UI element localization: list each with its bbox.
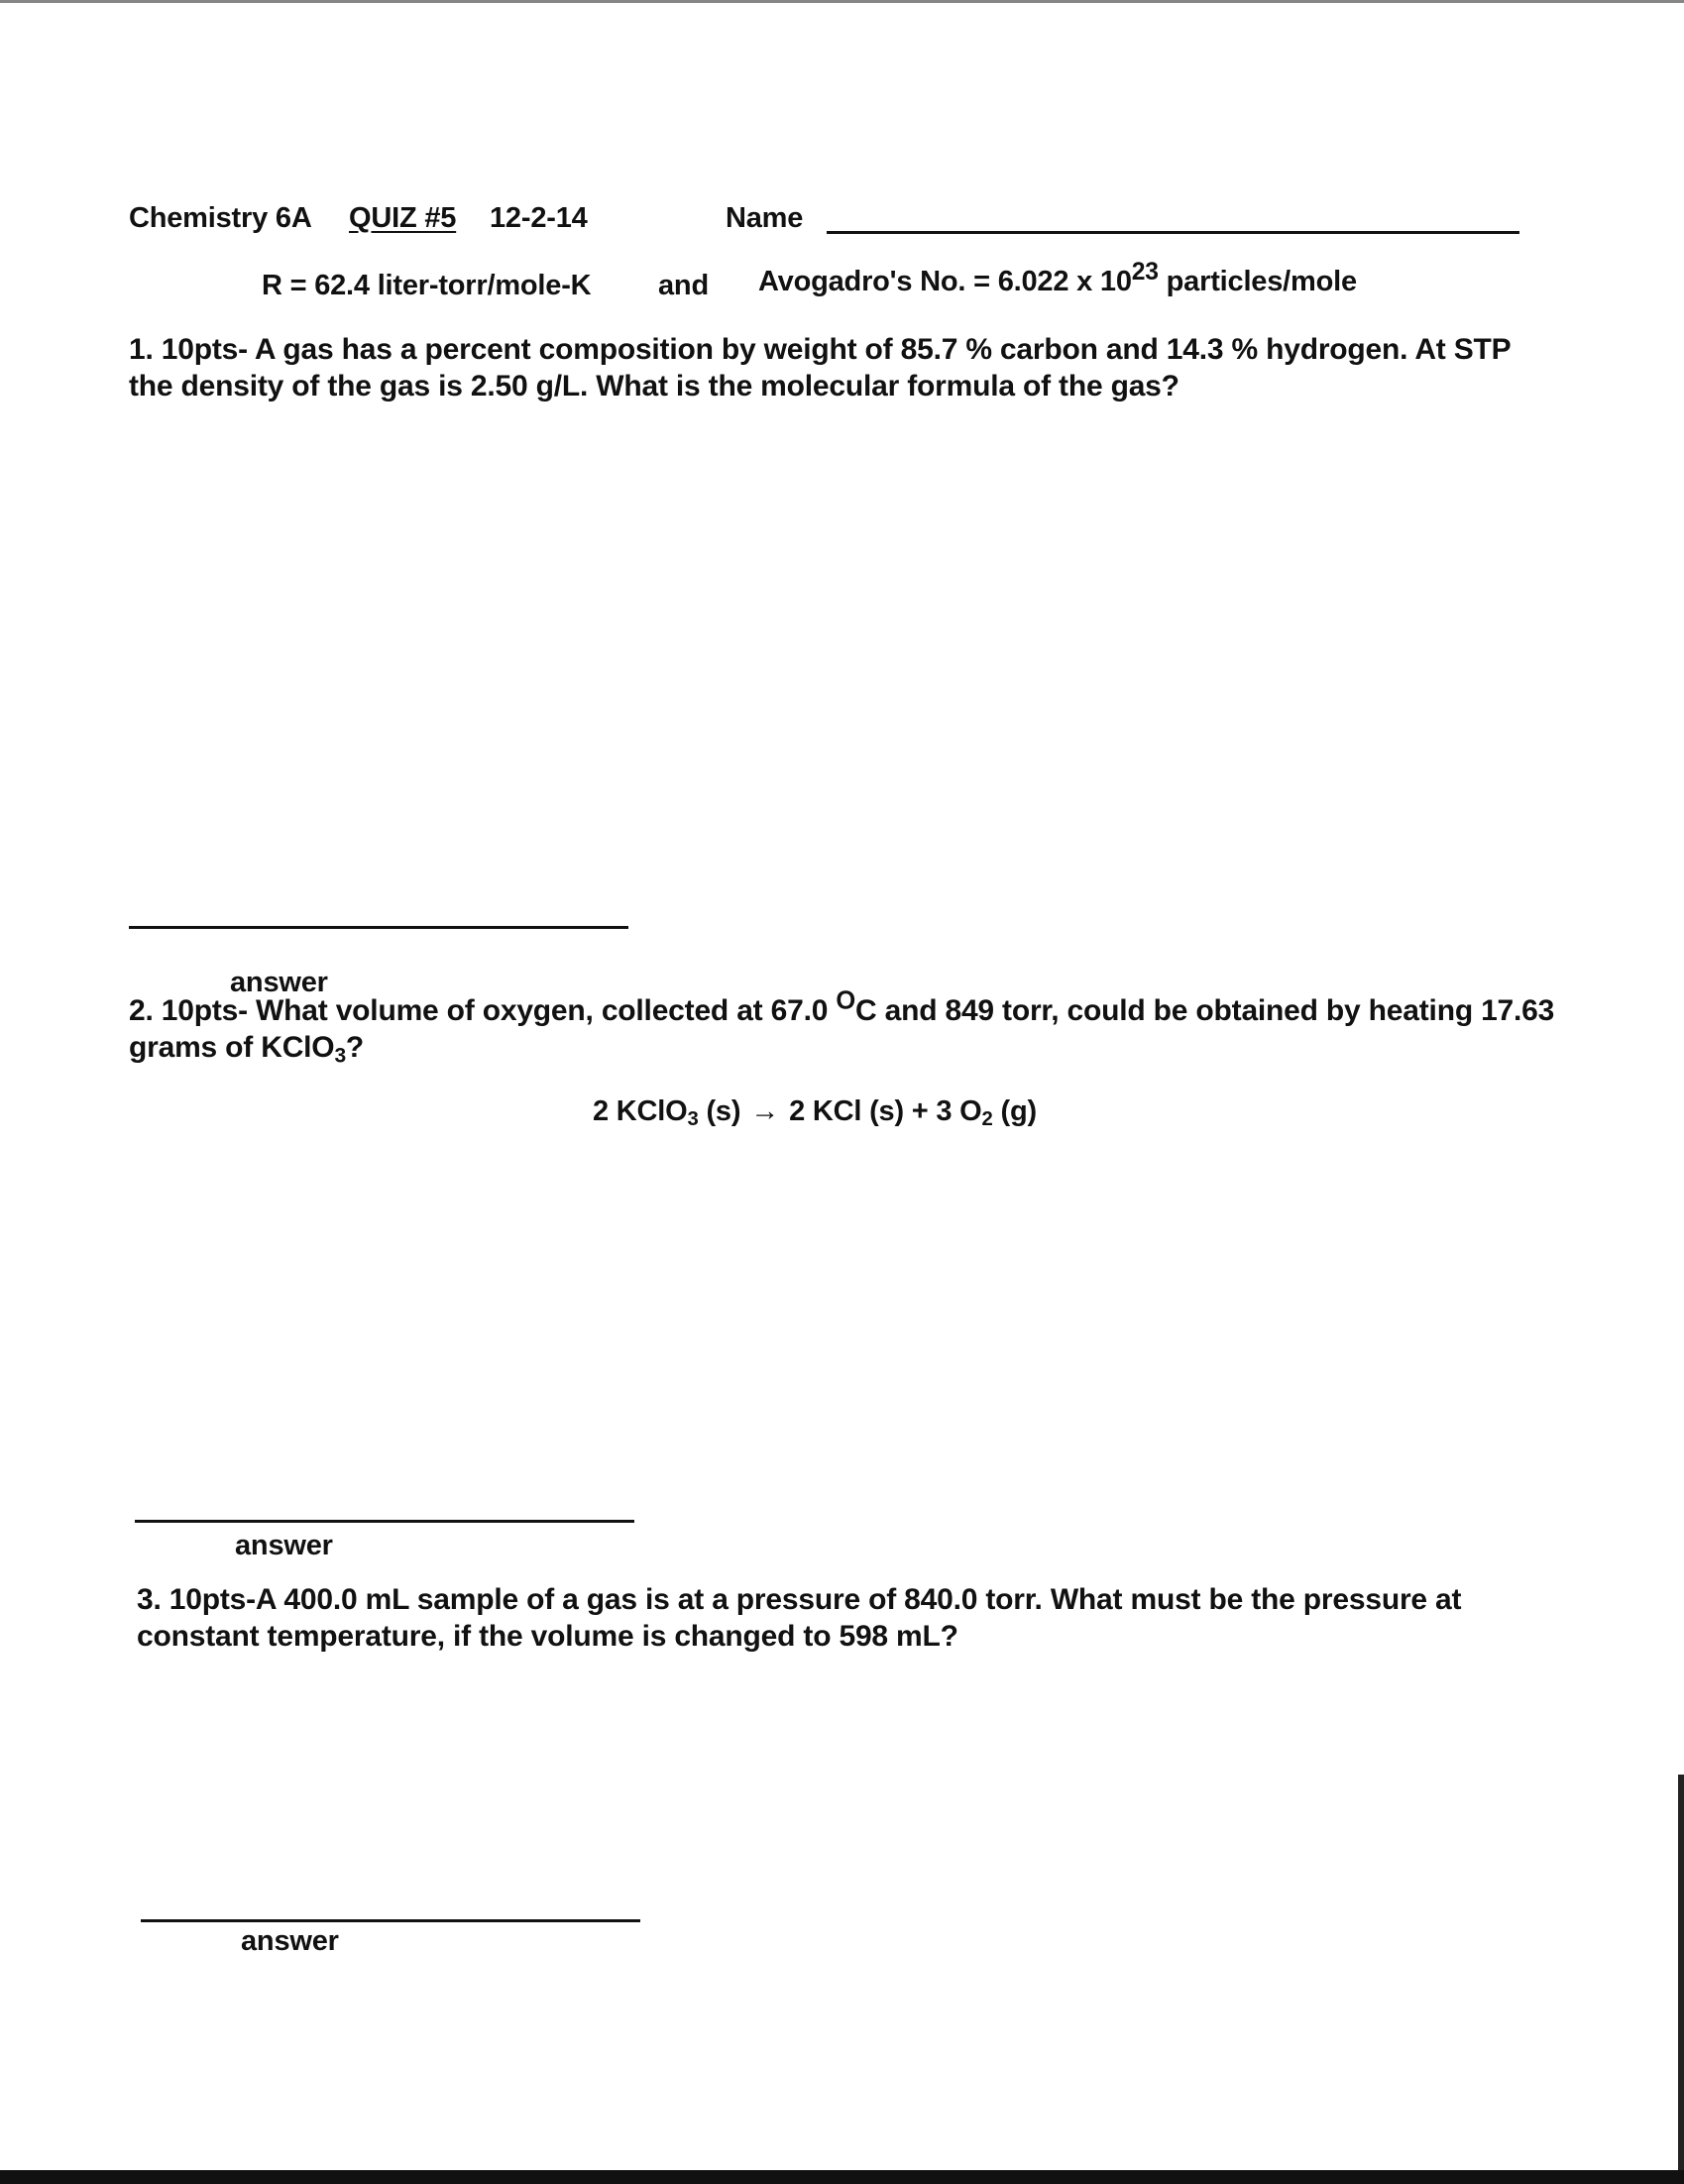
gas-constant: R = 62.4 liter-torr/mole-K xyxy=(262,270,592,301)
question-1: 1. 10pts- A gas has a percent composition by weight of 85.7 % carbon and 14.3 % hydrogen. At STP the density of the gas is 2.50 g/L. What is the molecular formula of the gas? xyxy=(129,333,1511,402)
answer-line-1[interactable] xyxy=(129,926,628,929)
avogadro-constant: Avogadro's No. = 6.022 x $10^{23}$ particles/mole xyxy=(758,258,1357,297)
question-3: 3. 10pts-A 400.0 mL sample of a gas is at a pressure of 840.0 torr. What must be the pressure at constant temperature, if the volume is changed to 598 mL? xyxy=(137,1583,1462,1653)
course-title: Chemistry 6A xyxy=(129,202,312,234)
name-field-line[interactable] xyxy=(827,231,1519,234)
scan-edge-bottom xyxy=(0,2170,1684,2184)
scan-edge-right xyxy=(1678,1775,1684,2184)
question-2: 2. 10pts- What volume of oxygen, collected at 67.0 $^O$C and 849 torr, could be obtained by heating 17.63 grams of KClO$_3$? xyxy=(129,986,1555,1068)
arrow-icon: → xyxy=(750,1095,780,1127)
answer-label-3: answer xyxy=(241,1925,339,1957)
answer-label-1: answer xyxy=(230,967,328,998)
scan-edge-top xyxy=(0,0,1684,3)
constants-and: and xyxy=(658,270,709,301)
answer-label-2: answer xyxy=(235,1530,333,1561)
answer-line-2[interactable] xyxy=(135,1520,634,1523)
quiz-title: QUIZ #5 xyxy=(349,202,457,234)
reaction-equation: 2 KClO$_3$ (s) → 2 KCl (s) + 3 $O_2$ (g) xyxy=(593,1095,1037,1131)
answer-line-3[interactable] xyxy=(141,1919,640,1922)
name-label: Name xyxy=(726,202,804,234)
quiz-date: 12-2-14 xyxy=(490,202,588,234)
